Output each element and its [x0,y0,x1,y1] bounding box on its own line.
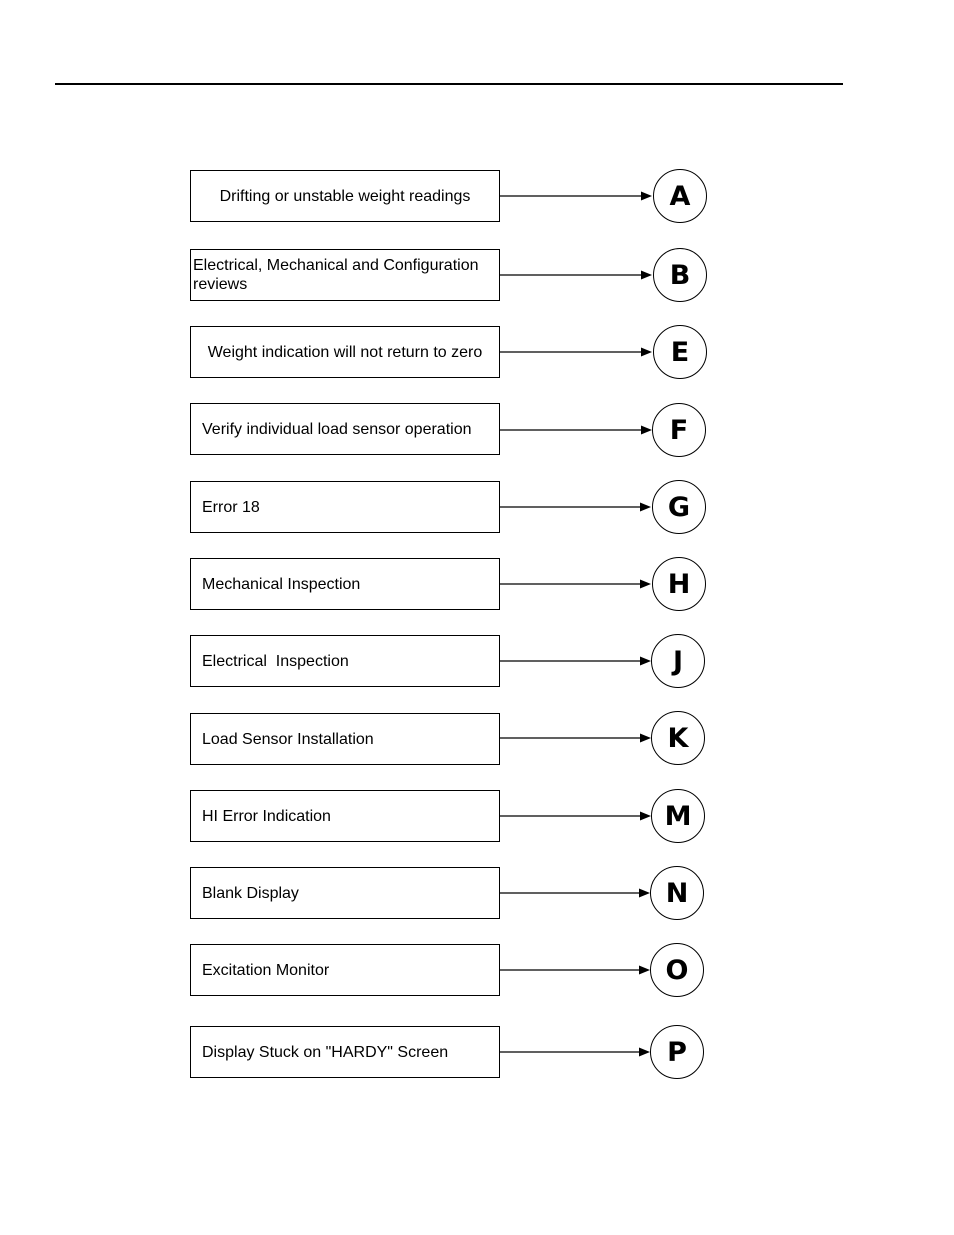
flow-row-a [0,170,954,230]
connector-circle-a: A [653,169,707,223]
flow-row-f [0,403,954,463]
flow-box: Weight indication will not return to zero [190,326,500,378]
arrow-right-icon [0,249,954,309]
flow-box: Display Stuck on "HARDY" Screen [190,1026,500,1078]
flow-row-j [0,635,954,695]
arrow-right-icon [0,170,954,230]
connector-circle-e: E [653,325,707,379]
flow-box: Blank Display [190,867,500,919]
connector-circle-m: M [651,789,705,843]
flow-box: Mechanical Inspection [190,558,500,610]
connector-circle-h: H [652,557,706,611]
connector-circle-k: K [651,711,705,765]
flow-row-b [0,249,954,309]
arrow-right-icon [0,481,954,541]
flow-row-g [0,481,954,541]
flow-box: HI Error Indication [190,790,500,842]
connector-circle-g: G [652,480,706,534]
arrow-right-icon [0,326,954,386]
flow-row-n [0,867,954,927]
arrow-right-icon [0,790,954,850]
flow-box: Error 18 [190,481,500,533]
arrow-right-icon [0,1026,954,1086]
arrow-right-icon [0,867,954,927]
flow-row-m [0,790,954,850]
flow-row-e [0,326,954,386]
flow-box: Drifting or unstable weight readings [190,170,500,222]
flow-row-o [0,944,954,1004]
flow-box: Verify individual load sensor operation [190,403,500,455]
flow-row-k [0,713,954,773]
arrow-right-icon [0,713,954,773]
flow-row-h [0,558,954,618]
flow-box: Electrical Inspection [190,635,500,687]
connector-circle-o: O [650,943,704,997]
arrow-right-icon [0,944,954,1004]
connector-circle-j: J [651,634,705,688]
flow-box: Excitation Monitor [190,944,500,996]
flow-box: Electrical, Mechanical and Configuration reviews [190,249,500,301]
connector-circle-p: P [650,1025,704,1079]
connector-circle-f: F [652,403,706,457]
connector-circle-b: B [653,248,707,302]
connector-circle-n: N [650,866,704,920]
arrow-right-icon [0,558,954,618]
arrow-right-icon [0,403,954,463]
arrow-right-icon [0,635,954,695]
flow-box: Load Sensor Installation [190,713,500,765]
flow-row-p [0,1026,954,1086]
